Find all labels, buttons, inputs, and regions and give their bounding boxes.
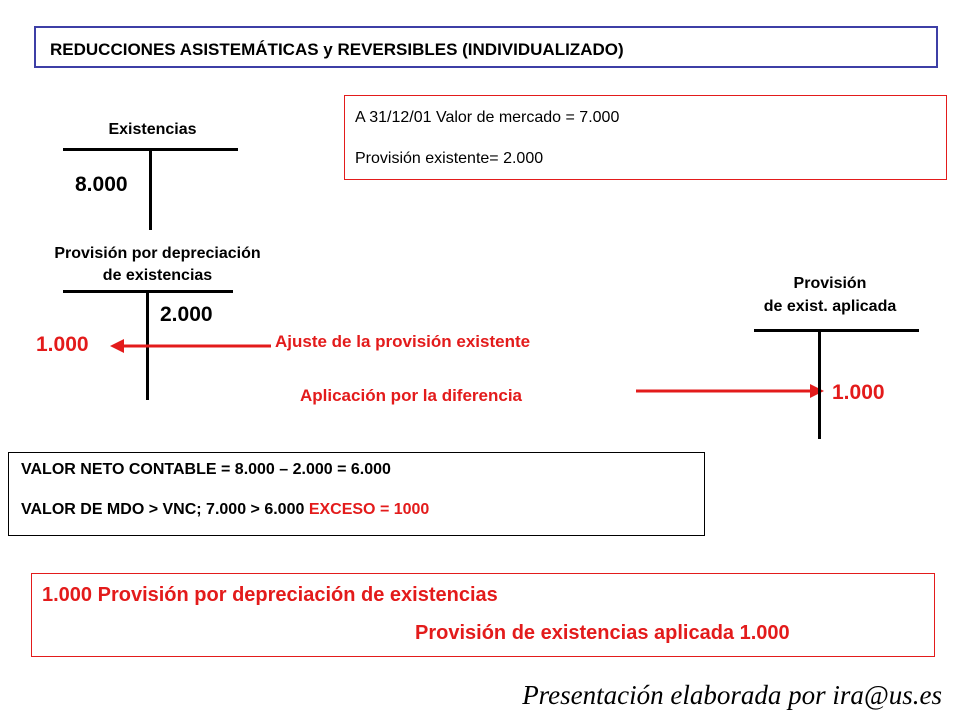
journal-credit-line: Provisión de existencias aplicada 1.000 [415,622,790,644]
slide-title: REDUCCIONES ASISTEMÁTICAS y REVERSIBLES (INDIVIDUALIZADO) [34,26,938,68]
adjust-provision-label: Ajuste de la provisión existente [275,332,531,351]
provision-dep-name-line1: Provisión por depreciación [54,245,261,262]
market-value-line: A 31/12/01 Valor de mercado = 7.000 [355,109,620,126]
provision-aplicada-name-line1: Provisión [793,275,867,292]
provision-dep-debit-amount: 1.000 [36,333,89,356]
apply-arrow-right-icon [634,379,826,403]
t-account-provision-aplicada-hline [754,329,919,332]
excess-amount: EXCESO = 1000 [308,501,430,518]
account-existencias-name: Existencias [108,121,197,138]
t-account-existencias-vline [149,148,152,230]
presentation-credit: Presentación elaborada por ira@us.es [522,680,942,710]
provision-aplicada-credit-amount: 1.000 [832,381,885,404]
t-account-provision-aplicada-vline [818,329,821,439]
market-vs-net-line [21,501,704,524]
market-vs-net-text: VALOR DE MDO > VNC; 7.000 > 6.000 [21,501,309,518]
existencias-debit-amount: 8.000 [75,173,128,196]
net-book-value-line: VALOR NETO CONTABLE = 8.000 – 2.000 = 6.000 [21,461,391,478]
market-info-box [344,95,947,180]
net-value-box [8,452,705,536]
existing-provision-line: Provisión existente= 2.000 [355,150,544,167]
account-provision-aplicada-name [730,272,930,318]
account-provision-dep-name [0,243,315,287]
provision-aplicada-name-line2: de exist. aplicada [763,298,897,315]
apply-difference-label: Aplicación por la diferencia [300,386,523,405]
journal-entry-box [31,573,935,657]
provision-dep-credit-amount: 2.000 [160,303,213,326]
provision-dep-name-line2: de existencias [102,267,213,284]
journal-debit-line: 1.000 Provisión por depreciación de existencias [42,584,498,606]
adjust-arrow-left-icon [108,334,273,358]
